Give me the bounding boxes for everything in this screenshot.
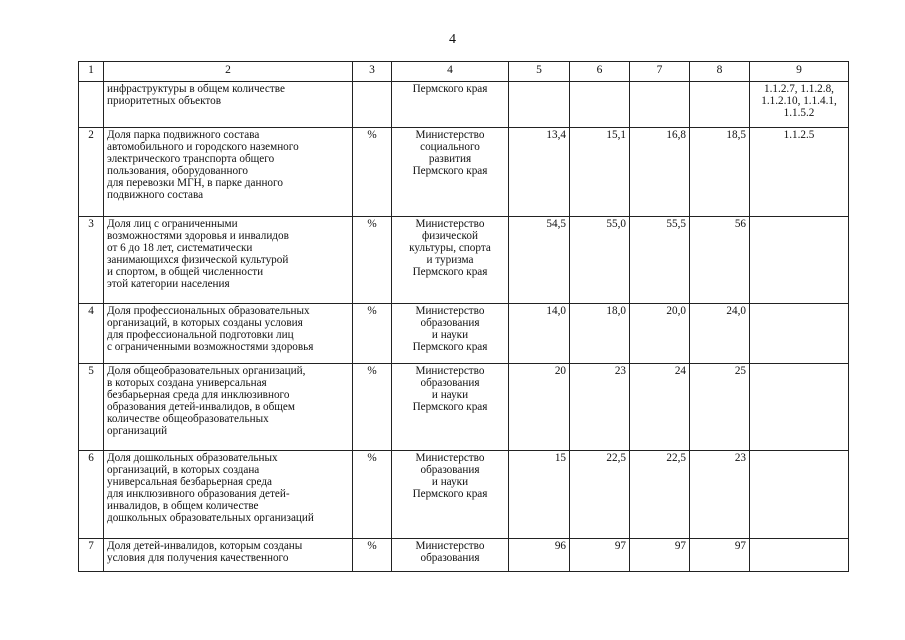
row-number: 2 bbox=[79, 128, 104, 217]
value-col-6 bbox=[570, 82, 630, 128]
responsible-org: Министерство образования bbox=[415, 540, 485, 564]
table-row bbox=[79, 451, 849, 539]
value-col-8: 23 bbox=[690, 451, 750, 539]
table-row bbox=[79, 217, 849, 304]
value-col-6: 23 bbox=[570, 364, 630, 451]
table-row bbox=[79, 304, 849, 364]
unit: % bbox=[353, 451, 392, 539]
value-col-8: 25 bbox=[690, 364, 750, 451]
value-col-6: 22,5 bbox=[570, 451, 630, 539]
value-col-8: 24,0 bbox=[690, 304, 750, 364]
value-col-6: 15,1 bbox=[570, 128, 630, 217]
header-col-2: 2 bbox=[104, 62, 353, 82]
responsible-org: Министерство образования и науки Пермского края bbox=[412, 452, 488, 500]
indicator-name: Доля лиц с ограниченными возможностями здоровья и инвалидов от 6 до 18 лет, систематически занимающихся физической культурой и спортом, в общей численности этой категории населения bbox=[107, 218, 289, 290]
value-col-5: 14,0 bbox=[509, 304, 570, 364]
value-col-6: 18,0 bbox=[570, 304, 630, 364]
row-number: 6 bbox=[79, 451, 104, 539]
reference-items: 1.1.2.5 bbox=[783, 129, 815, 141]
header-col-8: 8 bbox=[690, 62, 750, 82]
header-col-1: 1 bbox=[79, 62, 104, 82]
value-col-8 bbox=[690, 82, 750, 128]
responsible-org: Министерство образования и науки Пермского края bbox=[412, 365, 488, 413]
value-col-7: 24 bbox=[630, 364, 690, 451]
indicators-table bbox=[78, 61, 849, 572]
value-col-7: 16,8 bbox=[630, 128, 690, 217]
value-col-7 bbox=[630, 82, 690, 128]
unit: % bbox=[353, 217, 392, 304]
indicator-name: Доля парка подвижного состава автомобильного и городского наземного электрического транспорта общего пользования, оборудованного для перевозки МГН, в парке данного подвижного состава bbox=[107, 129, 299, 201]
value-col-6: 55,0 bbox=[570, 217, 630, 304]
value-col-5 bbox=[509, 82, 570, 128]
table-row bbox=[79, 82, 849, 128]
unit: % bbox=[353, 364, 392, 451]
value-col-6: 97 bbox=[570, 539, 630, 572]
value-col-7: 22,5 bbox=[630, 451, 690, 539]
value-col-5: 96 bbox=[509, 539, 570, 572]
reference-items: 1.1.2.7, 1.1.2.8, 1.1.2.10, 1.1.4.1, 1.1.5.2 bbox=[761, 83, 837, 119]
header-col-5: 5 bbox=[509, 62, 570, 82]
indicator-name: Доля профессиональных образовательных организаций, в которых созданы условия для профессиональной подготовки лиц с ограниченными возможностями здоровья bbox=[107, 305, 314, 353]
unit: % bbox=[353, 304, 392, 364]
unit: % bbox=[353, 539, 392, 572]
indicator-name: Доля детей-инвалидов, которым созданы условия для получения качественного bbox=[107, 540, 303, 564]
value-col-5: 20 bbox=[509, 364, 570, 451]
indicator-name: Доля общеобразовательных организаций, в которых создана универсальная безбарьерная среда для инклюзивного образования детей-инвалидов, в общем количестве общеобразовательных организаций bbox=[107, 365, 306, 437]
header-col-9: 9 bbox=[750, 62, 849, 82]
row-number: 3 bbox=[79, 217, 104, 304]
value-col-7: 20,0 bbox=[630, 304, 690, 364]
value-col-5: 15 bbox=[509, 451, 570, 539]
responsible-org: Пермского края bbox=[412, 83, 488, 95]
page-number: 4 bbox=[449, 32, 456, 47]
unit: % bbox=[353, 128, 392, 217]
row-number bbox=[79, 82, 104, 128]
header-col-6: 6 bbox=[570, 62, 630, 82]
value-col-5: 13,4 bbox=[509, 128, 570, 217]
row-number: 4 bbox=[79, 304, 104, 364]
row-number: 7 bbox=[79, 539, 104, 572]
header-col-4: 4 bbox=[392, 62, 509, 82]
indicator-name: инфраструктуры в общем количестве приоритетных объектов bbox=[107, 83, 285, 107]
table-row bbox=[79, 128, 849, 217]
row-number: 5 bbox=[79, 364, 104, 451]
table-row bbox=[79, 539, 849, 572]
value-col-5: 54,5 bbox=[509, 217, 570, 304]
value-col-8: 97 bbox=[690, 539, 750, 572]
table-row bbox=[79, 364, 849, 451]
value-col-7: 97 bbox=[630, 539, 690, 572]
header-row bbox=[79, 62, 849, 82]
indicator-name: Доля дошкольных образовательных организаций, в которых создана универсальная безбарьерная среда для инклюзивного образования детей- инвалидов, в общем количестве дошкольных образовательных организаций bbox=[107, 452, 314, 524]
responsible-org: Министерство физической культуры, спорта и туризма Пермского края bbox=[409, 218, 491, 278]
unit bbox=[353, 82, 392, 128]
value-col-8: 56 bbox=[690, 217, 750, 304]
header-col-7: 7 bbox=[630, 62, 690, 82]
responsible-org: Министерство социального развития Пермского края bbox=[412, 129, 488, 177]
value-col-7: 55,5 bbox=[630, 217, 690, 304]
header-col-3: 3 bbox=[353, 62, 392, 82]
responsible-org: Министерство образования и науки Пермского края bbox=[412, 305, 488, 353]
value-col-8: 18,5 bbox=[690, 128, 750, 217]
